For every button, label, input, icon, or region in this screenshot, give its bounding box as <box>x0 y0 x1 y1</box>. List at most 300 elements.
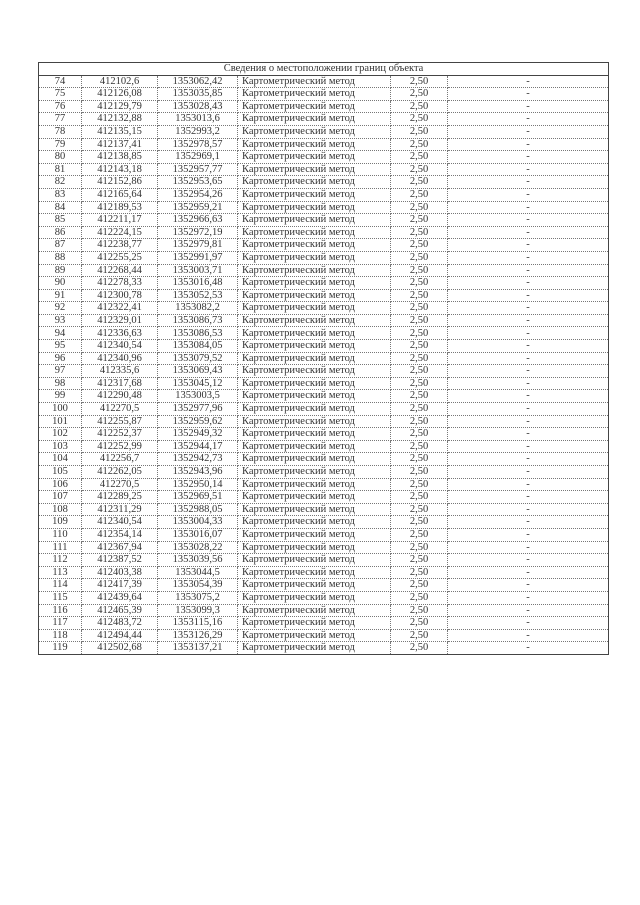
note-cell: - <box>448 617 609 630</box>
coord-y-cell: 1353082,2 <box>158 302 238 315</box>
coord-y-cell: 1353099,3 <box>158 604 238 617</box>
point-number-cell: 117 <box>39 617 82 630</box>
note-cell: - <box>448 516 609 529</box>
accuracy-cell: 2,50 <box>391 491 448 504</box>
table-body <box>39 75 609 654</box>
coord-x-cell: 412252,99 <box>82 440 158 453</box>
coord-x-cell: 412189,53 <box>82 201 158 214</box>
note-cell: - <box>448 440 609 453</box>
note-cell: - <box>448 629 609 642</box>
method-cell: Картометрический метод <box>238 277 391 290</box>
method-cell: Картометрический метод <box>238 629 391 642</box>
table-row <box>39 151 609 164</box>
table-row <box>39 75 609 88</box>
note-cell: - <box>448 113 609 126</box>
coord-x-cell: 412502,68 <box>82 642 158 655</box>
method-cell: Картометрический метод <box>238 541 391 554</box>
point-number-cell: 107 <box>39 491 82 504</box>
accuracy-cell: 2,50 <box>391 617 448 630</box>
note-cell: - <box>448 188 609 201</box>
coord-x-cell: 412270,5 <box>82 403 158 416</box>
point-number-cell: 87 <box>39 239 82 252</box>
note-cell: - <box>448 352 609 365</box>
table-row <box>39 314 609 327</box>
coord-y-cell: 1352978,57 <box>158 138 238 151</box>
coord-y-cell: 1353003,71 <box>158 264 238 277</box>
coord-y-cell: 1353016,48 <box>158 277 238 290</box>
note-cell: - <box>448 466 609 479</box>
note-cell: - <box>448 554 609 567</box>
point-number-cell: 96 <box>39 352 82 365</box>
table-header: Сведения о местоположении границ объекта <box>39 63 609 76</box>
accuracy-cell: 2,50 <box>391 88 448 101</box>
table-row <box>39 604 609 617</box>
coord-y-cell: 1353028,22 <box>158 541 238 554</box>
accuracy-cell: 2,50 <box>391 415 448 428</box>
note-cell: - <box>448 604 609 617</box>
table-row <box>39 365 609 378</box>
point-number-cell: 75 <box>39 88 82 101</box>
method-cell: Картометрический метод <box>238 226 391 239</box>
coord-x-cell: 412322,41 <box>82 302 158 315</box>
note-cell: - <box>448 289 609 302</box>
point-number-cell: 103 <box>39 440 82 453</box>
note-cell: - <box>448 428 609 441</box>
coord-x-cell: 412300,78 <box>82 289 158 302</box>
accuracy-cell: 2,50 <box>391 478 448 491</box>
note-cell: - <box>448 163 609 176</box>
accuracy-cell: 2,50 <box>391 264 448 277</box>
point-number-cell: 82 <box>39 176 82 189</box>
table-row <box>39 277 609 290</box>
coord-y-cell: 1353054,39 <box>158 579 238 592</box>
accuracy-cell: 2,50 <box>391 591 448 604</box>
table-row <box>39 579 609 592</box>
note-cell: - <box>448 176 609 189</box>
coord-x-cell: 412317,68 <box>82 377 158 390</box>
note-cell: - <box>448 239 609 252</box>
table-row <box>39 88 609 101</box>
point-number-cell: 112 <box>39 554 82 567</box>
coord-y-cell: 1352988,05 <box>158 503 238 516</box>
coord-x-cell: 412132,88 <box>82 113 158 126</box>
coord-x-cell: 412255,87 <box>82 415 158 428</box>
note-cell: - <box>448 151 609 164</box>
table-row <box>39 188 609 201</box>
point-number-cell: 76 <box>39 100 82 113</box>
method-cell: Картометрический метод <box>238 617 391 630</box>
table-row <box>39 617 609 630</box>
accuracy-cell: 2,50 <box>391 352 448 365</box>
accuracy-cell: 2,50 <box>391 251 448 264</box>
accuracy-cell: 2,50 <box>391 453 448 466</box>
coord-y-cell: 1352944,17 <box>158 440 238 453</box>
table-row <box>39 629 609 642</box>
accuracy-cell: 2,50 <box>391 226 448 239</box>
note-cell: - <box>448 403 609 416</box>
coord-y-cell: 1352957,77 <box>158 163 238 176</box>
method-cell: Картометрический метод <box>238 239 391 252</box>
table-row <box>39 491 609 504</box>
table-row <box>39 138 609 151</box>
method-cell: Картометрический метод <box>238 163 391 176</box>
point-number-cell: 88 <box>39 251 82 264</box>
accuracy-cell: 2,50 <box>391 466 448 479</box>
coord-x-cell: 412340,54 <box>82 340 158 353</box>
note-cell: - <box>448 340 609 353</box>
accuracy-cell: 2,50 <box>391 176 448 189</box>
method-cell: Картометрический метод <box>238 491 391 504</box>
coord-x-cell: 412211,17 <box>82 214 158 227</box>
table-row <box>39 390 609 403</box>
coord-x-cell: 412465,39 <box>82 604 158 617</box>
coord-y-cell: 1353013,6 <box>158 113 238 126</box>
method-cell: Картометрический метод <box>238 188 391 201</box>
accuracy-cell: 2,50 <box>391 541 448 554</box>
accuracy-cell: 2,50 <box>391 125 448 138</box>
point-number-cell: 105 <box>39 466 82 479</box>
table-row <box>39 214 609 227</box>
note-cell: - <box>448 566 609 579</box>
table-row <box>39 428 609 441</box>
coord-x-cell: 412126,08 <box>82 88 158 101</box>
coord-x-cell: 412152,86 <box>82 176 158 189</box>
coord-y-cell: 1353045,12 <box>158 377 238 390</box>
coord-y-cell: 1353035,85 <box>158 88 238 101</box>
point-number-cell: 113 <box>39 566 82 579</box>
point-number-cell: 84 <box>39 201 82 214</box>
point-number-cell: 104 <box>39 453 82 466</box>
point-number-cell: 80 <box>39 151 82 164</box>
method-cell: Картометрический метод <box>238 591 391 604</box>
note-cell: - <box>448 377 609 390</box>
note-cell: - <box>448 201 609 214</box>
coord-x-cell: 412165,64 <box>82 188 158 201</box>
point-number-cell: 89 <box>39 264 82 277</box>
coord-y-cell: 1353062,42 <box>158 75 238 88</box>
point-number-cell: 110 <box>39 528 82 541</box>
coord-x-cell: 412340,96 <box>82 352 158 365</box>
coord-x-cell: 412403,38 <box>82 566 158 579</box>
accuracy-cell: 2,50 <box>391 377 448 390</box>
accuracy-cell: 2,50 <box>391 277 448 290</box>
coord-x-cell: 412290,48 <box>82 390 158 403</box>
coord-x-cell: 412262,05 <box>82 466 158 479</box>
method-cell: Картометрический метод <box>238 176 391 189</box>
table-row <box>39 554 609 567</box>
point-number-cell: 111 <box>39 541 82 554</box>
accuracy-cell: 2,50 <box>391 390 448 403</box>
accuracy-cell: 2,50 <box>391 428 448 441</box>
point-number-cell: 118 <box>39 629 82 642</box>
point-number-cell: 86 <box>39 226 82 239</box>
method-cell: Картометрический метод <box>238 201 391 214</box>
coord-x-cell: 412494,44 <box>82 629 158 642</box>
coord-x-cell: 412483,72 <box>82 617 158 630</box>
method-cell: Картометрический метод <box>238 428 391 441</box>
method-cell: Картометрический метод <box>238 365 391 378</box>
accuracy-cell: 2,50 <box>391 163 448 176</box>
table-row <box>39 163 609 176</box>
table-row <box>39 100 609 113</box>
note-cell: - <box>448 365 609 378</box>
table-row <box>39 528 609 541</box>
accuracy-cell: 2,50 <box>391 629 448 642</box>
coord-y-cell: 1352979,81 <box>158 239 238 252</box>
point-number-cell: 94 <box>39 327 82 340</box>
note-cell: - <box>448 390 609 403</box>
coord-x-cell: 412278,33 <box>82 277 158 290</box>
coord-x-cell: 412311,29 <box>82 503 158 516</box>
accuracy-cell: 2,50 <box>391 201 448 214</box>
coord-y-cell: 1352950,14 <box>158 478 238 491</box>
point-number-cell: 77 <box>39 113 82 126</box>
table-row <box>39 403 609 416</box>
method-cell: Картометрический метод <box>238 503 391 516</box>
method-cell: Картометрический метод <box>238 289 391 302</box>
method-cell: Картометрический метод <box>238 403 391 416</box>
table-row <box>39 340 609 353</box>
coord-x-cell: 412336,63 <box>82 327 158 340</box>
table-row <box>39 264 609 277</box>
coord-y-cell: 1353086,73 <box>158 314 238 327</box>
note-cell: - <box>448 579 609 592</box>
coord-y-cell: 1353016,07 <box>158 528 238 541</box>
coord-x-cell: 412129,79 <box>82 100 158 113</box>
method-cell: Картометрический метод <box>238 327 391 340</box>
table-row <box>39 453 609 466</box>
method-cell: Картометрический метод <box>238 352 391 365</box>
note-cell: - <box>448 100 609 113</box>
note-cell: - <box>448 302 609 315</box>
accuracy-cell: 2,50 <box>391 100 448 113</box>
coord-y-cell: 1352966,63 <box>158 214 238 227</box>
table-row <box>39 201 609 214</box>
method-cell: Картометрический метод <box>238 125 391 138</box>
coord-y-cell: 1353052,53 <box>158 289 238 302</box>
point-number-cell: 78 <box>39 125 82 138</box>
note-cell: - <box>448 541 609 554</box>
point-number-cell: 114 <box>39 579 82 592</box>
coord-x-cell: 412439,64 <box>82 591 158 604</box>
coord-x-cell: 412329,01 <box>82 314 158 327</box>
point-number-cell: 100 <box>39 403 82 416</box>
method-cell: Картометрический метод <box>238 377 391 390</box>
table-header-row <box>39 63 609 76</box>
table-row <box>39 440 609 453</box>
accuracy-cell: 2,50 <box>391 403 448 416</box>
point-number-cell: 91 <box>39 289 82 302</box>
note-cell: - <box>448 591 609 604</box>
point-number-cell: 99 <box>39 390 82 403</box>
table-row <box>39 377 609 390</box>
table-row <box>39 566 609 579</box>
coord-x-cell: 412417,39 <box>82 579 158 592</box>
coord-y-cell: 1352953,65 <box>158 176 238 189</box>
table-row <box>39 478 609 491</box>
method-cell: Картометрический метод <box>238 453 391 466</box>
coord-x-cell: 412354,14 <box>82 528 158 541</box>
method-cell: Картометрический метод <box>238 440 391 453</box>
table-row <box>39 642 609 655</box>
coord-y-cell: 1352972,19 <box>158 226 238 239</box>
coord-y-cell: 1352977,96 <box>158 403 238 416</box>
table-row <box>39 289 609 302</box>
accuracy-cell: 2,50 <box>391 239 448 252</box>
coord-y-cell: 1352942,73 <box>158 453 238 466</box>
note-cell: - <box>448 226 609 239</box>
method-cell: Картометрический метод <box>238 100 391 113</box>
accuracy-cell: 2,50 <box>391 138 448 151</box>
accuracy-cell: 2,50 <box>391 314 448 327</box>
method-cell: Картометрический метод <box>238 340 391 353</box>
accuracy-cell: 2,50 <box>391 113 448 126</box>
note-cell: - <box>448 88 609 101</box>
note-cell: - <box>448 314 609 327</box>
coord-x-cell: 412135,15 <box>82 125 158 138</box>
coord-y-cell: 1353086,53 <box>158 327 238 340</box>
method-cell: Картометрический метод <box>238 75 391 88</box>
table-row <box>39 251 609 264</box>
point-number-cell: 93 <box>39 314 82 327</box>
coord-y-cell: 1352969,1 <box>158 151 238 164</box>
method-cell: Картометрический метод <box>238 415 391 428</box>
accuracy-cell: 2,50 <box>391 365 448 378</box>
note-cell: - <box>448 327 609 340</box>
coord-y-cell: 1352991,97 <box>158 251 238 264</box>
coord-x-cell: 412256,7 <box>82 453 158 466</box>
coord-x-cell: 412268,44 <box>82 264 158 277</box>
table-row <box>39 466 609 479</box>
coord-y-cell: 1353075,2 <box>158 591 238 604</box>
coord-y-cell: 1353069,43 <box>158 365 238 378</box>
coord-y-cell: 1353039,56 <box>158 554 238 567</box>
accuracy-cell: 2,50 <box>391 188 448 201</box>
table-row <box>39 176 609 189</box>
accuracy-cell: 2,50 <box>391 604 448 617</box>
coord-x-cell: 412387,52 <box>82 554 158 567</box>
accuracy-cell: 2,50 <box>391 579 448 592</box>
coord-y-cell: 1353137,21 <box>158 642 238 655</box>
point-number-cell: 74 <box>39 75 82 88</box>
point-number-cell: 81 <box>39 163 82 176</box>
accuracy-cell: 2,50 <box>391 302 448 315</box>
table-row <box>39 327 609 340</box>
point-number-cell: 85 <box>39 214 82 227</box>
method-cell: Картометрический метод <box>238 478 391 491</box>
point-number-cell: 109 <box>39 516 82 529</box>
point-number-cell: 106 <box>39 478 82 491</box>
note-cell: - <box>448 642 609 655</box>
note-cell: - <box>448 503 609 516</box>
table-row <box>39 591 609 604</box>
note-cell: - <box>448 415 609 428</box>
note-cell: - <box>448 478 609 491</box>
point-number-cell: 108 <box>39 503 82 516</box>
coord-x-cell: 412238,77 <box>82 239 158 252</box>
table-row <box>39 503 609 516</box>
coord-y-cell: 1353079,52 <box>158 352 238 365</box>
method-cell: Картометрический метод <box>238 113 391 126</box>
method-cell: Картометрический метод <box>238 390 391 403</box>
coord-y-cell: 1353004,33 <box>158 516 238 529</box>
method-cell: Картометрический метод <box>238 554 391 567</box>
coord-y-cell: 1353028,43 <box>158 100 238 113</box>
point-number-cell: 92 <box>39 302 82 315</box>
coord-x-cell: 412335,6 <box>82 365 158 378</box>
method-cell: Картометрический метод <box>238 314 391 327</box>
table-row <box>39 302 609 315</box>
point-number-cell: 98 <box>39 377 82 390</box>
coord-x-cell: 412367,94 <box>82 541 158 554</box>
accuracy-cell: 2,50 <box>391 151 448 164</box>
method-cell: Картометрический метод <box>238 604 391 617</box>
method-cell: Картометрический метод <box>238 88 391 101</box>
accuracy-cell: 2,50 <box>391 75 448 88</box>
accuracy-cell: 2,50 <box>391 340 448 353</box>
method-cell: Картометрический метод <box>238 642 391 655</box>
note-cell: - <box>448 75 609 88</box>
coord-y-cell: 1353084,05 <box>158 340 238 353</box>
accuracy-cell: 2,50 <box>391 642 448 655</box>
table-row <box>39 239 609 252</box>
note-cell: - <box>448 453 609 466</box>
note-cell: - <box>448 251 609 264</box>
coord-x-cell: 412255,25 <box>82 251 158 264</box>
method-cell: Картометрический метод <box>238 566 391 579</box>
accuracy-cell: 2,50 <box>391 566 448 579</box>
note-cell: - <box>448 264 609 277</box>
coord-y-cell: 1352969,51 <box>158 491 238 504</box>
table-row <box>39 415 609 428</box>
method-cell: Картометрический метод <box>238 264 391 277</box>
coordinates-table <box>38 62 609 655</box>
point-number-cell: 116 <box>39 604 82 617</box>
coord-x-cell: 412270,5 <box>82 478 158 491</box>
method-cell: Картометрический метод <box>238 579 391 592</box>
method-cell: Картометрический метод <box>238 302 391 315</box>
note-cell: - <box>448 125 609 138</box>
table-row <box>39 352 609 365</box>
coord-y-cell: 1352954,26 <box>158 188 238 201</box>
coord-x-cell: 412252,37 <box>82 428 158 441</box>
point-number-cell: 83 <box>39 188 82 201</box>
table-row <box>39 113 609 126</box>
coord-x-cell: 412340,54 <box>82 516 158 529</box>
point-number-cell: 95 <box>39 340 82 353</box>
point-number-cell: 90 <box>39 277 82 290</box>
method-cell: Картометрический метод <box>238 528 391 541</box>
accuracy-cell: 2,50 <box>391 327 448 340</box>
coord-y-cell: 1352949,32 <box>158 428 238 441</box>
coord-y-cell: 1353115,16 <box>158 617 238 630</box>
table-row <box>39 226 609 239</box>
point-number-cell: 102 <box>39 428 82 441</box>
accuracy-cell: 2,50 <box>391 554 448 567</box>
accuracy-cell: 2,50 <box>391 440 448 453</box>
table-row <box>39 541 609 554</box>
method-cell: Картометрический метод <box>238 251 391 264</box>
accuracy-cell: 2,50 <box>391 503 448 516</box>
coord-y-cell: 1352943,96 <box>158 466 238 479</box>
accuracy-cell: 2,50 <box>391 528 448 541</box>
coord-y-cell: 1352959,21 <box>158 201 238 214</box>
note-cell: - <box>448 528 609 541</box>
note-cell: - <box>448 214 609 227</box>
note-cell: - <box>448 277 609 290</box>
point-number-cell: 101 <box>39 415 82 428</box>
coord-x-cell: 412143,18 <box>82 163 158 176</box>
